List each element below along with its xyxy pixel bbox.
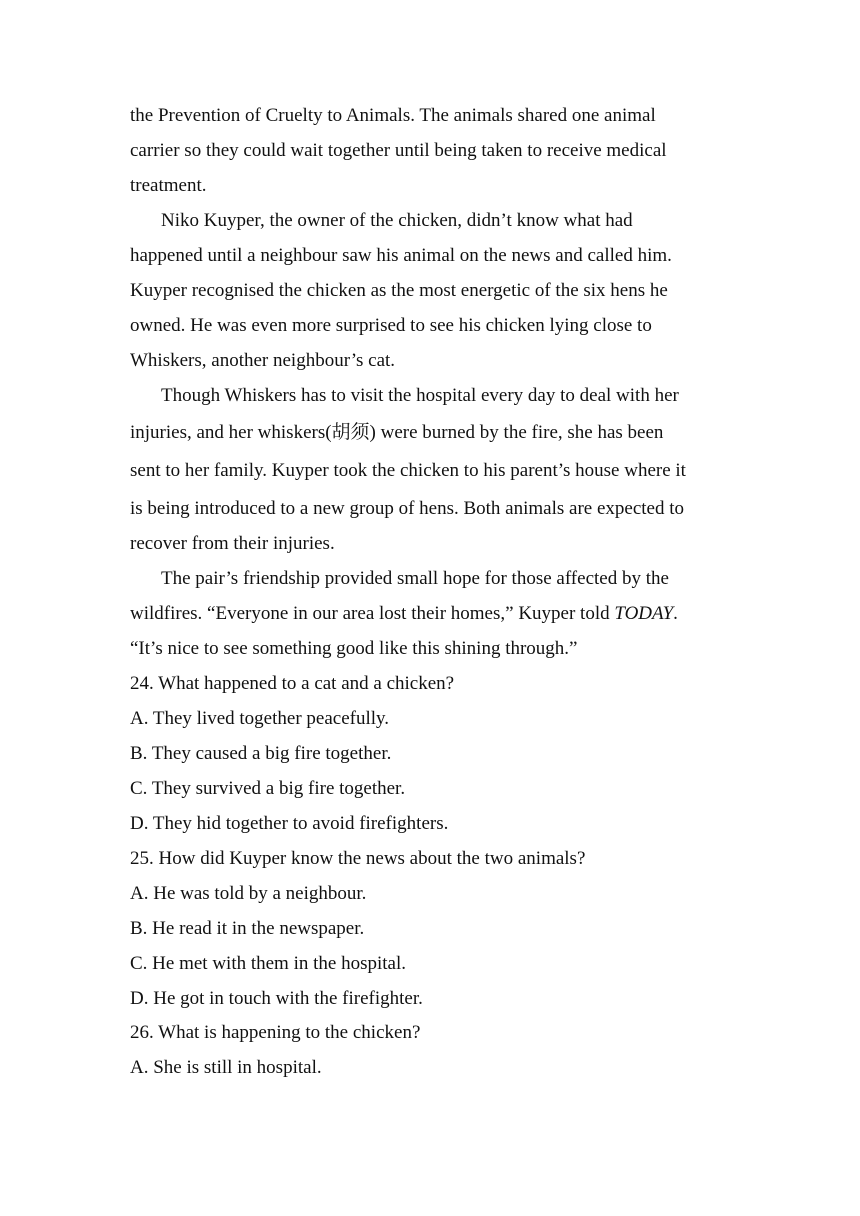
passage-p2-line-1: Niko Kuyper, the owner of the chicken, didn’t know what had — [161, 210, 633, 231]
passage-p2-line-3: Kuyper recognised the chicken as the most energetic of the six hens he — [130, 280, 668, 301]
passage-p1-line-3: treatment. — [130, 175, 207, 196]
passage-p4-line-2-text: wildfires. “Everyone in our area lost their homes,” Kuyper told — [130, 603, 615, 624]
passage-p1-line-1: the Prevention of Cruelty to Animals. The animals shared one animal — [130, 105, 656, 126]
question-25-option-a: A. He was told by a neighbour. — [130, 883, 367, 904]
passage-p3-line-2: injuries, and her whiskers(胡须) were burned by the fire, she has been — [130, 422, 664, 443]
passage-p4-line-3: “It’s nice to see something good like this shining through.” — [130, 638, 578, 659]
question-25-option-b: B. He read it in the newspaper. — [130, 918, 365, 939]
question-25-option-d: D. He got in touch with the firefighter. — [130, 988, 423, 1009]
question-26-stem: 26. What is happening to the chicken? — [130, 1022, 421, 1043]
passage-p4-line-1: The pair’s friendship provided small hope for those affected by the — [161, 568, 669, 589]
passage-p3-line-5: recover from their injuries. — [130, 533, 335, 554]
passage-p4-line-2-end: . — [673, 603, 678, 624]
passage-p2-line-4: owned. He was even more surprised to see his chicken lying close to — [130, 315, 652, 336]
passage-p3-line-4: is being introduced to a new group of hens. Both animals are expected to — [130, 498, 685, 519]
passage-p3-line-1: Though Whiskers has to visit the hospital every day to deal with her — [161, 385, 679, 406]
passage-p2-line-2: happened until a neighbour saw his animal on the news and called him. — [130, 245, 672, 266]
passage-p1-line-2: carrier so they could wait together until being taken to receive medical — [130, 140, 667, 161]
question-25-stem: 25. How did Kuyper know the news about the two animals? — [130, 848, 586, 869]
question-24-option-d: D. They hid together to avoid firefighters. — [130, 813, 449, 834]
passage-p2-line-5: Whiskers, another neighbour’s cat. — [130, 350, 396, 371]
publication-name: TODAY — [614, 603, 674, 624]
passage-p4-line-2 — [130, 602, 740, 626]
question-24-option-b: B. They caused a big fire together. — [130, 743, 392, 764]
question-24-option-a: A. They lived together peacefully. — [130, 708, 390, 729]
question-24-stem: 24. What happened to a cat and a chicken? — [130, 673, 455, 694]
passage-p3-line-3: sent to her family. Kuyper took the chicken to his parent’s house where it — [130, 460, 686, 481]
question-25-option-c: C. He met with them in the hospital. — [130, 953, 406, 974]
question-24-option-c: C. They survived a big fire together. — [130, 778, 406, 799]
question-26-option-a: A. She is still in hospital. — [130, 1057, 322, 1078]
